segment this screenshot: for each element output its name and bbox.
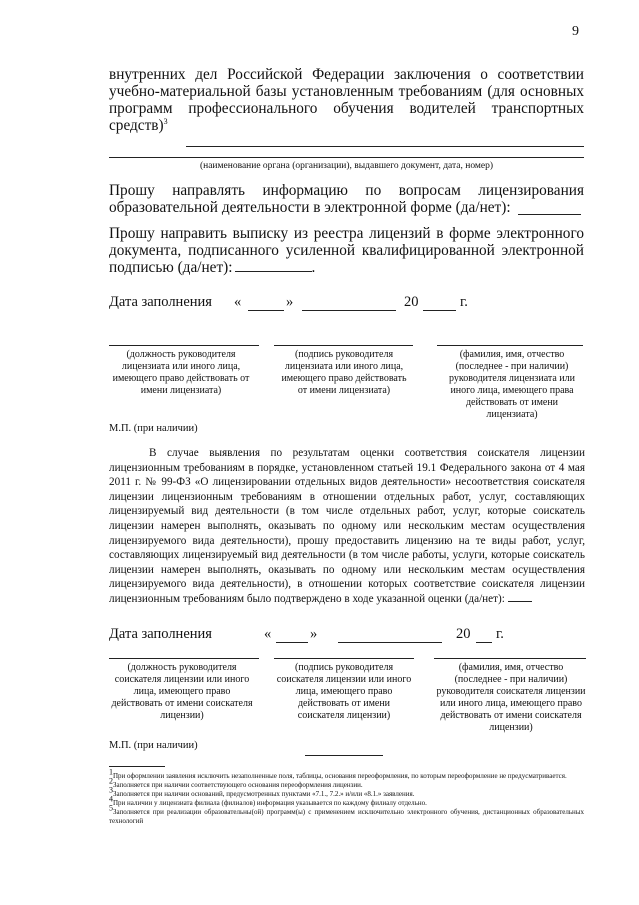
stamp-place: М.П. (при наличии) bbox=[109, 423, 198, 434]
answer-field[interactable] bbox=[518, 214, 581, 215]
month-field[interactable] bbox=[302, 310, 396, 311]
signature-line[interactable] bbox=[434, 658, 586, 659]
year-suffix: г. bbox=[496, 626, 504, 642]
page-number: 9 bbox=[572, 24, 579, 39]
year-field[interactable] bbox=[476, 642, 492, 643]
day-field[interactable] bbox=[248, 310, 284, 311]
year-prefix: 20 bbox=[456, 626, 471, 642]
fill-line[interactable] bbox=[109, 157, 584, 158]
close-quote: » bbox=[310, 626, 318, 642]
year-prefix: 20 bbox=[404, 294, 419, 310]
signature-line[interactable] bbox=[437, 345, 583, 346]
date-label: Дата заполнения bbox=[109, 626, 212, 642]
text-line: Прошу направить выписку из реестра лицензий в форме электронного bbox=[109, 225, 584, 242]
day-field[interactable] bbox=[276, 642, 308, 643]
signature-line[interactable] bbox=[274, 345, 413, 346]
caption-signature: (подпись руководителя лицензиата или иного лица, имеющего право действовать от имени лицензиата) bbox=[281, 349, 407, 396]
text-fragment: подписью (да/нет): bbox=[109, 259, 233, 276]
text-line bbox=[109, 117, 584, 134]
stamp-place: М.П. (при наличии) bbox=[109, 740, 198, 751]
separator-line bbox=[305, 755, 383, 756]
footnote-text: При оформлении заявления исключить незаполненные поля, таблицы, основания переоформления, по которым переоформление не предусматривается. bbox=[113, 772, 567, 780]
footnote-num: 1 bbox=[109, 767, 113, 777]
paragraph-electronic-info bbox=[109, 182, 584, 216]
open-quote: « bbox=[234, 294, 242, 310]
caption-full-name: (фамилия, имя, отчество (последнее - при наличии) руководителя соискателя лицензии или иного лица, имеющего право действовать от имени соискателя лицензии) bbox=[436, 662, 586, 733]
caption-full-name: (фамилия, имя, отчество (последнее - при наличии) руководителя лицензиата или иного лица, имеющего права действовать от имени лицензиата) bbox=[448, 349, 575, 420]
fill-line[interactable] bbox=[186, 146, 584, 147]
text-line: программ профессионального обучения водителей транспортных bbox=[109, 100, 584, 117]
paragraph-extract-request bbox=[109, 225, 584, 276]
answer-field[interactable] bbox=[508, 601, 532, 602]
footnote bbox=[109, 767, 584, 781]
footnote-num: 3 bbox=[109, 785, 113, 795]
year-suffix: г. bbox=[460, 294, 468, 310]
footnote-text: Заполняется при наличии соответствующего основания переоформления лицензии. bbox=[113, 781, 363, 789]
text-line: внутренних дел Российской Федерации заключения о соответствии bbox=[109, 66, 584, 83]
year-field[interactable] bbox=[423, 310, 456, 311]
footnote-text: Заполняется при реализации образовательны(ой) программ(ы) с применением исключительно электронного обучения, дистанционных образовательных технологий bbox=[109, 808, 584, 825]
footnote-num: 4 bbox=[109, 794, 113, 804]
signature-line[interactable] bbox=[109, 658, 259, 659]
text-line: документа, подписанного усиленной квалифицированной электронной bbox=[109, 242, 584, 259]
caption-signature: (подпись руководителя соискателя лицензии или иного лица, имеющего право действовать от имени соискателя лицензии) bbox=[276, 662, 412, 721]
paragraph-assessment bbox=[109, 446, 585, 607]
text-line: учебно-материальной базы установленным требованиям (для основных bbox=[109, 83, 584, 100]
footnote-text: При наличии у лицензиата филиала (филиалов) информация указывается по каждому филиалу отдельно. bbox=[113, 799, 427, 807]
text-fragment: средств) bbox=[109, 117, 164, 134]
footnotes bbox=[109, 767, 584, 826]
open-quote: « bbox=[264, 626, 272, 642]
text-fragment: В случае выявления по результатам оценки соответствия соискателя лицензии лицензионным требованиям в порядке, установленном статьей 19.1 Федерального закона от 4 мая 2011 г. № 99-ФЗ «О лицензировании отдельных видов деятельности» несоответствия соискателя лицензии лицензионным требованиям в отношении отдельных работ, услуг, составляющих лицензируемый вид деятельности (в том числе отдельных работ, услуг, которые соискатель лицензии намерен выполнять, оказывать по одному или нескольким местам осуществления лицензируемого вида деятельности), прошу предоставить лицензию на те виды работ, услуг, составляющих лицензируемый вид деятельности (в том числе работы, услуги, которые соискатель лицензии намерен выполнять, оказывать по одному или нескольким местам осуществления лицензируемого вида деятельности), в отношении которых соответствие соискателя лицензии лицензионным требованиям было подтверждено в ходе указанной оценки (да/нет): bbox=[109, 447, 585, 605]
footnote-ref: 3 bbox=[163, 116, 168, 126]
signature-line[interactable] bbox=[274, 658, 414, 659]
footnote-separator bbox=[109, 766, 165, 767]
close-quote: » bbox=[286, 294, 294, 310]
footnote-num: 2 bbox=[109, 776, 113, 786]
caption-position: (должность руководителя лицензиата или иного лица, имеющего право действовать от имени лицензиата) bbox=[112, 349, 250, 396]
text-fragment: . bbox=[311, 259, 316, 276]
paragraph-conclusion bbox=[109, 66, 584, 134]
footnote-num: 5 bbox=[109, 803, 113, 813]
caption-issuer: (наименование органа (организации), выдавшего документ, дата, номер) bbox=[199, 161, 494, 171]
caption-position: (должность руководителя соискателя лицензии или иного лица, имеющего право действовать от имени соискателя лицензии) bbox=[111, 662, 253, 721]
month-field[interactable] bbox=[338, 642, 442, 643]
date-label: Дата заполнения bbox=[109, 294, 212, 310]
text-line bbox=[109, 259, 584, 276]
signature-line[interactable] bbox=[109, 345, 259, 346]
footnote-text: Заполняется при наличии оснований, предусмотренных пунктами «7.1., 7.2.» и/или «8.1.» заявления. bbox=[113, 790, 415, 798]
text-line: образовательной деятельности в электронной форме (да/нет): bbox=[109, 199, 511, 216]
answer-field[interactable] bbox=[235, 271, 312, 272]
text-line: Прошу направлять информацию по вопросам лицензирования bbox=[109, 182, 584, 199]
